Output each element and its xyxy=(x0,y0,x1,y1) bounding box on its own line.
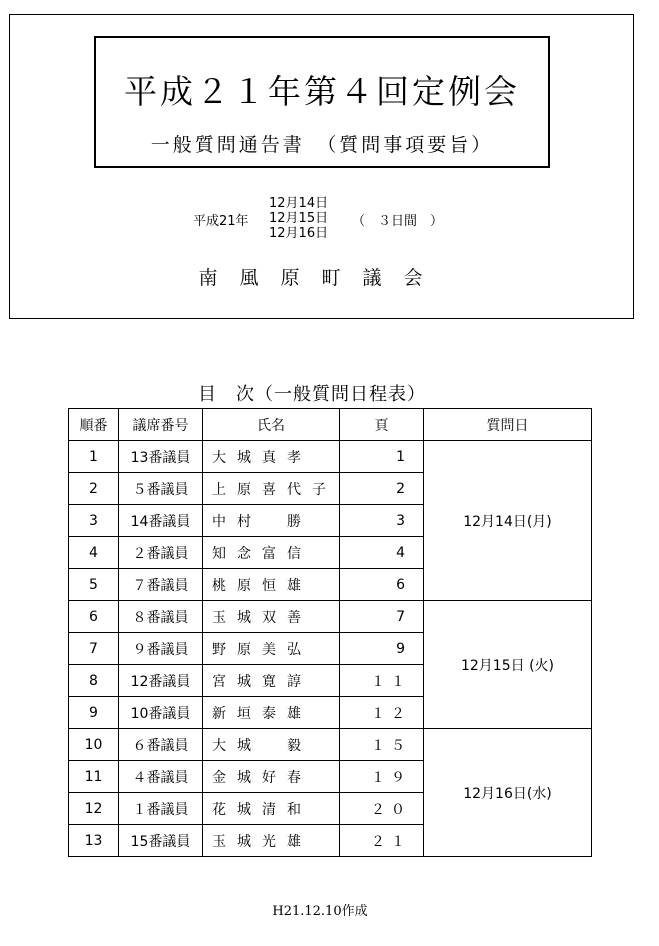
question-date-cell: 12月14日(月) xyxy=(424,441,592,601)
seat-cell: 13番議員 xyxy=(119,441,203,473)
order-cell: 1 xyxy=(69,441,119,473)
title-box xyxy=(94,36,550,168)
seat-cell: 15番議員 xyxy=(119,825,203,857)
creation-date: H21.12.10作成 xyxy=(272,904,368,919)
session-period: （ ３日間 ） xyxy=(352,214,444,229)
header-order: 順番 xyxy=(69,409,119,441)
header-page: 頁 xyxy=(340,409,424,441)
table-header-row xyxy=(69,409,592,441)
page-cell: １９ xyxy=(340,761,424,793)
table-row xyxy=(69,441,592,473)
name-cell: 大城真孝 xyxy=(203,441,340,473)
name-cell: 桃原恒雄 xyxy=(203,569,340,601)
page-cell: 7 xyxy=(340,601,424,633)
order-cell: 10 xyxy=(69,729,119,761)
question-date-cell: 12月15日 (火) xyxy=(424,601,592,729)
page-cell: １５ xyxy=(340,729,424,761)
seat-cell: ８番議員 xyxy=(119,601,203,633)
order-cell: 6 xyxy=(69,601,119,633)
cover-frame xyxy=(9,14,634,319)
name-cell: 新垣泰雄 xyxy=(203,697,340,729)
page-cell: ２０ xyxy=(340,793,424,825)
seat-cell: 10番議員 xyxy=(119,697,203,729)
seat-cell: ７番議員 xyxy=(119,569,203,601)
page-cell: 3 xyxy=(340,505,424,537)
name-cell: 中村 勝 xyxy=(203,505,340,537)
schedule-table xyxy=(68,408,592,857)
seat-cell: ５番議員 xyxy=(119,473,203,505)
era-year: 平成21年 xyxy=(193,214,249,229)
name-cell: 玉城双善 xyxy=(203,601,340,633)
name-cell: 玉城光雄 xyxy=(203,825,340,857)
schedule-body xyxy=(69,441,592,857)
session-date: 12月16日 xyxy=(269,226,329,241)
page-cell: 6 xyxy=(340,569,424,601)
header-name: 氏名 xyxy=(203,409,340,441)
name-cell: 宮城寛諄 xyxy=(203,665,340,697)
seat-cell: 14番議員 xyxy=(119,505,203,537)
order-cell: 4 xyxy=(69,537,119,569)
order-cell: 13 xyxy=(69,825,119,857)
seat-cell: ９番議員 xyxy=(119,633,203,665)
seat-cell: １番議員 xyxy=(119,793,203,825)
seat-cell: ６番議員 xyxy=(119,729,203,761)
header-date: 質問日 xyxy=(424,409,592,441)
table-row xyxy=(69,601,592,633)
session-date: 12月14日 xyxy=(269,196,329,211)
order-cell: 9 xyxy=(69,697,119,729)
council-name: 南風原町議会 xyxy=(198,267,445,289)
session-dates xyxy=(269,196,328,241)
name-cell: 大城 毅 xyxy=(203,729,340,761)
seat-cell: ２番議員 xyxy=(119,537,203,569)
order-cell: 5 xyxy=(69,569,119,601)
order-cell: 8 xyxy=(69,665,119,697)
order-cell: 12 xyxy=(69,793,119,825)
page-cell: 1 xyxy=(340,441,424,473)
session-title: 平成２１年第４回定例会 xyxy=(124,72,520,111)
session-date: 12月15日 xyxy=(269,211,329,226)
name-cell: 上原喜代子 xyxy=(203,473,340,505)
page-cell: 4 xyxy=(340,537,424,569)
page-cell: 9 xyxy=(340,633,424,665)
header-seat: 議席番号 xyxy=(119,409,203,441)
page-cell: １２ xyxy=(340,697,424,729)
table-row xyxy=(69,729,592,761)
question-date-cell: 12月16日(水) xyxy=(424,729,592,857)
name-cell: 野原美弘 xyxy=(203,633,340,665)
order-cell: 3 xyxy=(69,505,119,537)
notice-subtitle: 一般質問通告書 （質問事項要旨） xyxy=(150,134,494,156)
order-cell: 7 xyxy=(69,633,119,665)
seat-cell: 12番議員 xyxy=(119,665,203,697)
page-cell: 2 xyxy=(340,473,424,505)
name-cell: 金城好春 xyxy=(203,761,340,793)
seat-cell: ４番議員 xyxy=(119,761,203,793)
page-cell: １１ xyxy=(340,665,424,697)
order-cell: 2 xyxy=(69,473,119,505)
name-cell: 花城清和 xyxy=(203,793,340,825)
name-cell: 知念富信 xyxy=(203,537,340,569)
toc-title: 目 次（一般質問日程表） xyxy=(198,384,426,405)
page-cell: ２１ xyxy=(340,825,424,857)
order-cell: 11 xyxy=(69,761,119,793)
